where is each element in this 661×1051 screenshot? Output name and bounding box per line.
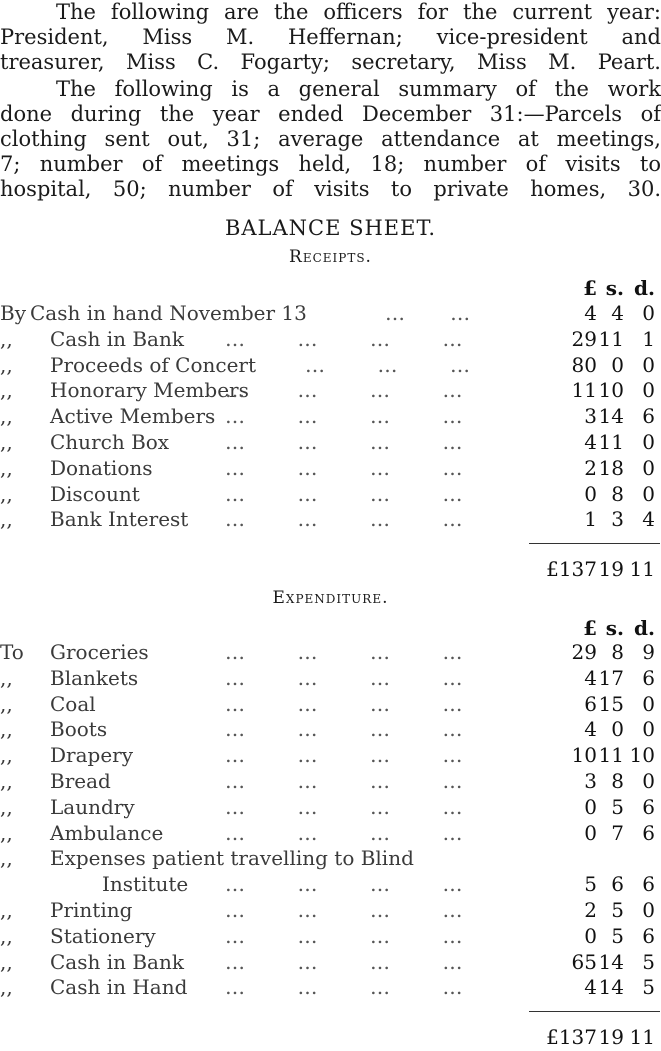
ledger-row (0, 924, 661, 950)
ledger-row (0, 950, 661, 976)
ledger-row-prefix: ,, (0, 794, 13, 819)
ledger-row (0, 898, 661, 924)
ledger-row (0, 821, 661, 847)
pounds-header: £ (583, 616, 597, 640)
ledger-row-prefix: ,, (0, 769, 13, 793)
leader-dots: … … … … (225, 898, 464, 922)
ledger-row-pounds: 65 (571, 949, 597, 974)
leader-dots: … … … … (225, 717, 464, 742)
ledger-row-prefix: ,, (0, 691, 13, 716)
ledger-row-pounds: 29 (571, 640, 597, 664)
ledger-row-label: Honorary Members (50, 378, 249, 403)
ledger-row-label: Active Members (50, 404, 216, 429)
ledger-row (0, 692, 661, 718)
ledger-row-shillings: 11 (598, 743, 624, 768)
officers-paragraph (0, 0, 661, 75)
paragraph-line: clothing sent out, 31; average attendance at meetings, (0, 127, 661, 151)
ledger-row-prefix: ,, (0, 481, 13, 506)
ledger-row (0, 769, 661, 795)
receipts-total-rule (529, 543, 660, 544)
ledger-row-label: Ambulance (50, 820, 164, 845)
ledger-row-label: Laundry (50, 794, 135, 819)
ledger-row-shillings: 17 (598, 665, 624, 690)
ledger-row-pence: 0 (642, 352, 655, 377)
ledger-row-shillings: 14 (598, 404, 624, 429)
ledger-row-pence: 0 (642, 691, 655, 716)
ledger-row-pence: 10 (629, 743, 655, 768)
ledger-row-shillings: 18 (598, 455, 624, 480)
leader-dots: … … … … (225, 378, 464, 403)
ledger-row-label: Groceries (50, 640, 149, 664)
ledger-row-pence: 4 (642, 507, 655, 532)
ledger-row-shillings: 11 (598, 430, 624, 454)
ledger-row-label: Discount (50, 481, 140, 506)
balance-sheet-title: BALANCE SHEET. (224, 216, 437, 240)
ledger-row-pence: 0 (642, 455, 655, 480)
paragraph-line: The following are the officers for the current year: (56, 0, 661, 24)
ledger-row-prefix: ,, (0, 665, 13, 690)
ledger-row-pence: 6 (642, 872, 655, 897)
ledger-row-prefix: ,, (0, 455, 13, 480)
ledger-row-pence: 0 (642, 378, 655, 403)
leader-dots: … … … … (225, 507, 464, 532)
ledger-row-shillings: 14 (598, 975, 624, 1000)
ledger-row-prefix: ,, (0, 743, 13, 768)
ledger-row (0, 507, 661, 533)
ledger-row-prefix: To (0, 640, 24, 664)
ledger-row-pounds: 3 (584, 404, 597, 429)
ledger-row-label: Expenses patient travelling to Blind (50, 846, 414, 871)
ledger-row-pounds: 3 (584, 769, 597, 793)
expenditure-total-rule (529, 1011, 660, 1012)
ledger-row (0, 846, 661, 872)
paragraph-line: hospital, 50; number of visits to private homes, 30. (0, 177, 661, 201)
ledger-row-label: Boots (50, 717, 108, 742)
ledger-row-continuation (0, 872, 661, 898)
ledger-row-shillings: 5 (611, 898, 624, 922)
ledger-row-label: Printing (50, 898, 133, 922)
ledger-row-prefix: ,, (0, 975, 13, 1000)
leader-dots: … … … (305, 352, 472, 377)
ledger-row-prefix: ,, (0, 846, 13, 871)
ledger-row-pence: 6 (642, 404, 655, 429)
leader-dots: … … … … (225, 769, 464, 793)
receipts-total-pence: 11 (629, 557, 655, 582)
shillings-header: s. (605, 616, 624, 640)
leader-dots: … … … … (225, 455, 464, 480)
ledger-row-shillings: 3 (611, 507, 624, 532)
ledger-row (0, 404, 661, 430)
ledger-row-pounds: 4 (584, 975, 597, 1000)
ledger-row-prefix: ,, (0, 507, 13, 532)
ledger-row (0, 666, 661, 692)
ledger-row-label: Cash in Hand (50, 975, 188, 1000)
ledger-row-prefix: ,, (0, 949, 13, 974)
receipts-total-pounds: £137 (546, 557, 597, 582)
paragraph-line: 7; number of meetings held, 18; number of visits to (0, 152, 661, 176)
ledger-row-pounds: 1 (584, 507, 597, 532)
pence-header: d. (634, 616, 655, 640)
paragraph-line: President, Miss M. Heffernan; vice-president and (0, 25, 661, 49)
ledger-row-pounds: 0 (584, 820, 597, 845)
expenditure-heading: Expenditure. (272, 588, 389, 608)
ledger-row-label: Cash in Bank (50, 326, 184, 351)
ledger-row-shillings: 5 (611, 794, 624, 819)
ledger-row-label: Drapery (50, 743, 134, 768)
ledger-row-shillings: 8 (611, 640, 624, 664)
leader-dots: … … … … (225, 665, 464, 690)
paragraph-line: treasurer, Miss C. Fogarty; secretary, Miss M. Peart. (0, 50, 661, 74)
ledger-row-shillings: 15 (598, 691, 624, 716)
ledger-row-prefix: ,, (0, 404, 13, 429)
ledger-row-pence: 0 (642, 430, 655, 454)
ledger-row-label: Blankets (50, 665, 139, 690)
receipts-total-shillings: 19 (598, 557, 624, 582)
receipts-total-row (0, 557, 661, 583)
ledger-row-pounds: 0 (584, 923, 597, 948)
ledger-row-pounds: 0 (584, 794, 597, 819)
receipts-heading: Receipts. (289, 247, 372, 267)
ledger-row-pence: 6 (642, 923, 655, 948)
ledger-row-pence: 6 (642, 665, 655, 690)
ledger-row-prefix: ,, (0, 326, 13, 351)
ledger-row-shillings: 11 (598, 326, 624, 351)
ledger-row-shillings: 5 (611, 923, 624, 948)
ledger-row-shillings: 6 (611, 872, 624, 897)
paragraph-line: The following is a general summary of the work (56, 77, 661, 101)
leader-dots: … … … … (225, 481, 464, 506)
ledger-row-shillings: 0 (611, 717, 624, 742)
ledger-row-label: Donations (50, 455, 153, 480)
ledger-row-pounds: 4 (584, 430, 597, 454)
ledger-row-pounds: 10 (571, 743, 597, 768)
ledger-row (0, 717, 661, 743)
ledger-row-label: Stationery (50, 923, 156, 948)
leader-dots: … … … … (225, 923, 464, 948)
expenditure-total-row (0, 1025, 661, 1051)
leader-dots: … … … … (225, 743, 464, 768)
ledger-row-label: Church Box (50, 430, 170, 454)
ledger-row (0, 482, 661, 508)
ledger-row-pounds: 5 (584, 872, 597, 897)
ledger-row-pence: 0 (642, 481, 655, 506)
ledger-row-label: Bread (50, 769, 111, 793)
expenditure-column-headers (0, 616, 661, 642)
ledger-row-prefix: By (0, 301, 26, 325)
ledger-row-prefix: ,, (0, 820, 13, 845)
ledger-row-pence: 9 (642, 640, 655, 664)
ledger-row-shillings: 10 (598, 378, 624, 403)
leader-dots: … … … … (225, 640, 464, 664)
ledger-row-shillings: 8 (611, 481, 624, 506)
ledger-row-prefix: ,, (0, 923, 13, 948)
ledger-row-shillings: 4 (611, 301, 624, 325)
leader-dots: … … … … (225, 691, 464, 716)
ledger-row (0, 378, 661, 404)
ledger-row-pounds: 2 (584, 455, 597, 480)
summary-paragraph (0, 77, 661, 202)
ledger-row-pence: 0 (642, 301, 655, 325)
ledger-row-prefix: ,, (0, 717, 13, 742)
expenditure-total-pounds: £137 (546, 1025, 597, 1050)
ledger-row-pence: 6 (642, 794, 655, 819)
ledger-row-pounds: 0 (584, 481, 597, 506)
leader-dots: … … … … (225, 872, 464, 897)
ledger-row-prefix: ,, (0, 378, 13, 403)
ledger-row-label: Cash in Bank (50, 949, 184, 974)
leader-dots: … … … … (225, 975, 464, 1000)
ledger-row-pounds: 2 (584, 898, 597, 922)
leader-dots: … … … … (225, 326, 464, 351)
ledger-row-pence: 0 (642, 717, 655, 742)
ledger-row-shillings: 8 (611, 769, 624, 793)
ledger-row (0, 743, 661, 769)
ledger-row-prefix: ,, (0, 352, 13, 377)
ledger-row-shillings: 7 (611, 820, 624, 845)
ledger-row-pence: 0 (642, 898, 655, 922)
ledger-row-shillings: 14 (598, 949, 624, 974)
ledger-row-pounds: 4 (584, 717, 597, 742)
ledger-row-pounds: 11 (571, 378, 597, 403)
ledger-row-label: Institute (102, 872, 189, 897)
ledger-row-prefix: ,, (0, 430, 13, 454)
receipts-column-headers (0, 276, 661, 302)
leader-dots: … … (385, 301, 472, 325)
ledger-row (0, 327, 661, 353)
leader-dots: … … … … (225, 820, 464, 845)
ledger-row-pounds: 80 (571, 352, 597, 377)
ledger-row-pence: 0 (642, 769, 655, 793)
leader-dots: … … … … (225, 404, 464, 429)
ledger-row-pence: 1 (642, 326, 655, 351)
ledger-row-pounds: 29 (571, 326, 597, 351)
ledger-row (0, 640, 661, 666)
ledger-row-pounds: 4 (584, 665, 597, 690)
ledger-row-label: Proceeds of Concert (50, 352, 257, 377)
ledger-row-label: Cash in hand November 13 (30, 301, 307, 325)
leader-dots: … … … … (225, 949, 464, 974)
expenditure-total-shillings: 19 (598, 1025, 624, 1050)
pence-header: d. (634, 276, 655, 300)
ledger-row (0, 795, 661, 821)
ledger-row-prefix: ,, (0, 898, 13, 922)
leader-dots: … … … … (225, 794, 464, 819)
ledger-row-label: Bank Interest (50, 507, 189, 532)
paragraph-line: done during the year ended December 31:—Parcels of (0, 102, 661, 126)
expenditure-total-pence: 11 (629, 1025, 655, 1050)
ledger-row-pounds: 4 (584, 301, 597, 325)
ledger-row-shillings: 0 (611, 352, 624, 377)
pounds-header: £ (583, 276, 597, 300)
ledger-row-pence: 5 (642, 975, 655, 1000)
leader-dots: … … … … (225, 430, 464, 454)
shillings-header: s. (605, 276, 624, 300)
ledger-row (0, 456, 661, 482)
ledger-row-pence: 5 (642, 949, 655, 974)
ledger-row (0, 975, 661, 1001)
ledger-row (0, 301, 661, 327)
ledger-row-pounds: 6 (584, 691, 597, 716)
ledger-row (0, 430, 661, 456)
ledger-row (0, 353, 661, 379)
ledger-row-label: Coal (50, 691, 96, 716)
ledger-row-pence: 6 (642, 820, 655, 845)
